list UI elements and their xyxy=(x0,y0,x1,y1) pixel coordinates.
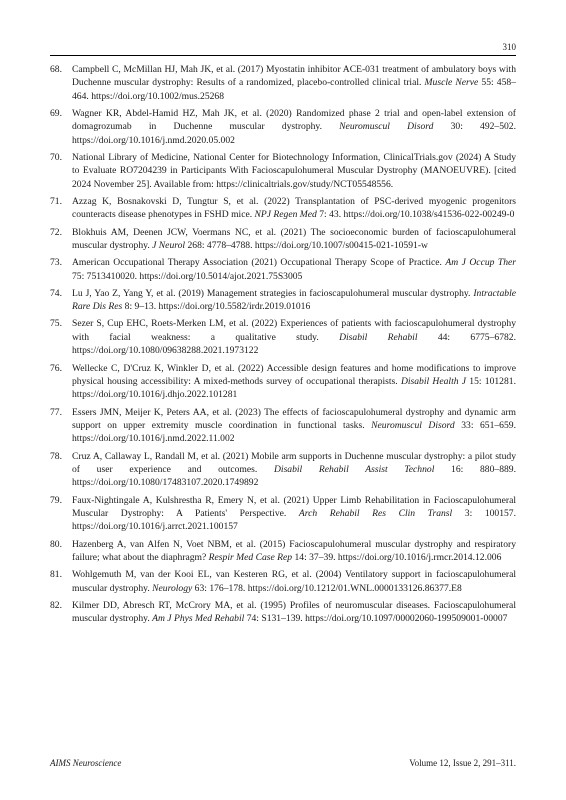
reference-journal: Neuromuscul Disord xyxy=(339,121,434,133)
reference-number: 69. xyxy=(50,108,62,120)
reference-number: 82. xyxy=(50,599,62,611)
reference-item xyxy=(50,494,516,534)
reference-citation: 14: 37–39. https://doi.org/10.1016/j.rmcr.2014.12.006 xyxy=(292,551,502,563)
reference-text xyxy=(72,151,516,191)
reference-number: 77. xyxy=(50,406,62,418)
reference-text xyxy=(72,450,516,490)
footer-journal-name: AIMS Neuroscience xyxy=(50,758,122,768)
reference-body: Wellecke C, D'Cruz K, Winkler D, et al. (2022) Accessible design features and home modifications to improve physical housing accessibility: A mixed-methods survey of occupational therapists. xyxy=(72,362,516,387)
reference-journal: Neuromuscul Disord xyxy=(371,419,455,431)
reference-citation: 33: 651–659. https://doi.org/10.1016/j.nmd.2022.11.002 xyxy=(72,419,516,445)
reference-item xyxy=(50,362,516,402)
reference-body: American Occupational Therapy Association (2021) Occupational Therapy Scope of Practice. xyxy=(72,257,446,269)
reference-text xyxy=(72,317,516,357)
reference-body: Campbell C, McMillan HJ, Mah JK, et al. (2017) Myostatin inhibitor ACE-031 treatment of ambulatory boys with Duchenne muscular dystrophy: Results of a randomized, placebo-controlled clinical trial. xyxy=(72,64,516,89)
reference-text xyxy=(72,599,516,626)
reference-journal: Arch Rehabil Res Clin Transl xyxy=(298,507,453,519)
reference-number: 73. xyxy=(50,257,62,269)
reference-body: Wagner KR, Abdel-Hamid HZ, Mah JK, et al. (2020) Randomized phase 2 trial and open-label extension of domagrozumab in Duchenne muscular dystrophy. xyxy=(72,108,516,133)
reference-list xyxy=(50,63,516,629)
reference-text xyxy=(72,287,516,314)
reference-body: Faux-Nightingale A, Kulshrestha R, Emery N, et al. (2021) Upper Limb Rehabilitation in Facioscapulohumeral Muscular Dystrophy: A Patients' Perspective. xyxy=(72,494,516,519)
reference-number: 68. xyxy=(50,64,62,75)
footer-volume-info: Volume 12, Issue 2, 291–311. xyxy=(409,758,516,768)
header-rule xyxy=(50,55,516,56)
reference-journal: Disabil Health J xyxy=(400,375,467,387)
reference-number: 79. xyxy=(50,494,62,506)
reference-text xyxy=(72,256,516,283)
page-footer xyxy=(50,758,516,768)
reference-number: 72. xyxy=(50,226,62,238)
reference-text xyxy=(72,362,516,402)
page-number: 310 xyxy=(502,42,516,52)
reference-number: 71. xyxy=(50,196,62,208)
reference-text xyxy=(72,107,516,147)
reference-number: 81. xyxy=(50,569,62,581)
reference-journal: Neurology xyxy=(152,582,193,594)
reference-item xyxy=(50,151,516,191)
reference-text xyxy=(72,63,516,103)
reference-item xyxy=(50,107,516,147)
reference-text xyxy=(72,494,516,534)
reference-text xyxy=(72,406,516,446)
reference-item xyxy=(50,538,516,565)
reference-body: Cruz A, Callaway L, Randall M, et al. (2021) Mobile arm supports in Duchenne muscular dystrophy: a pilot study of user experience and outcomes. xyxy=(72,450,516,475)
reference-citation: 268: 4778–4788. https://doi.org/10.1007/s00415-021-10591-w xyxy=(185,240,428,252)
reference-number: 76. xyxy=(50,362,62,374)
reference-journal: Disabil Rehabil Assist Technol xyxy=(273,463,435,475)
reference-body: National Library of Medicine, National Center for Biotechnology Information, ClinicalTrials.gov (2024) A Study to Evaluate RO7204239 in Participants With Facioscapulohumeral Muscular Dystrophy (MANOEUVRE). [cited 2024 November 25]. Available from: https://clinicaltrials.gov/study/NCT05548556. xyxy=(72,152,516,190)
reference-body: Wohlgemuth M, van der Kooi EL, van Kesteren RG, et al. (2004) Ventilatory support in facioscapulohumeral muscular dystrophy. xyxy=(72,569,516,594)
reference-journal: Am J Phys Med Rehabil xyxy=(152,613,245,625)
reference-body: Hazenberg A, van Alfen N, Voet NBM, et al. (2015) Facioscapulohumeral muscular dystrophy and respiratory failure; what about the diaphragm? xyxy=(72,538,516,563)
reference-body: Essers JMN, Meijer K, Peters AA, et al. (2023) The effects of facioscapulohumeral dystrophy and dynamic arm support on upper extremity muscle coordination in functional tasks. xyxy=(72,406,516,431)
reference-number: 78. xyxy=(50,450,62,462)
reference-citation: 75: 7513410020. https://doi.org/10.5014/ajot.2021.75S3005 xyxy=(72,270,303,282)
reference-text xyxy=(72,226,516,253)
reference-journal: NPJ Regen Med xyxy=(254,209,317,221)
reference-journal: Respir Med Case Rep xyxy=(208,551,293,563)
reference-item xyxy=(50,599,516,626)
reference-item xyxy=(50,317,516,357)
reference-text xyxy=(72,568,516,595)
reference-citation: 74: S131–139. https://doi.org/10.1097/00002060-199509001-00007 xyxy=(244,613,508,625)
reference-citation: 63: 176–178. https://doi.org/10.1212/01.WNL.0000133126.86377.E8 xyxy=(192,582,462,594)
reference-number: 75. xyxy=(50,318,62,330)
reference-body: Sezer S, Cup EHC, Roets-Merken LM, et al. (2022) Experiences of patients with facioscapulohumeral dystrophy with facial weakness: a qualitative study. xyxy=(72,318,516,343)
reference-body: Lu J, Yao Z, Yang Y, et al. (2019) Management strategies in facioscapulohumeral muscular dystrophy. xyxy=(72,287,474,299)
reference-body: Blokhuis AM, Deenen JCW, Voermans NC, et al. (2021) The socioeconomic burden of facioscapulohumeral muscular dystrophy. xyxy=(72,226,516,252)
reference-citation: 3: 100157. https://doi.org/10.1016/j.arrct.2021.100157 xyxy=(72,507,517,533)
reference-journal: Disabil Rehabil xyxy=(339,331,418,343)
reference-journal: Muscle Nerve xyxy=(424,77,479,89)
reference-number: 70. xyxy=(50,152,62,164)
reference-citation: 44: 6775–6782. https://doi.org/10.1080/09638288.2021.1973122 xyxy=(72,331,516,357)
reference-item xyxy=(50,406,516,446)
reference-journal: J Neurol xyxy=(152,240,186,252)
reference-citation: 7: 43. https://doi.org/10.1038/s41536-022-00249-0 xyxy=(316,209,515,221)
reference-text xyxy=(72,538,516,565)
reference-item xyxy=(50,256,516,283)
reference-journal: Intractable Rare Dis Res xyxy=(72,287,516,313)
reference-item xyxy=(50,568,516,595)
reference-citation: 15: 101281. https://doi.org/10.1016/j.dhjo.2022.101281 xyxy=(72,375,516,401)
reference-body: Kilmer DD, Abresch RT, McCrory MA, et al. (1995) Profiles of neuromuscular diseases. Facioscapulohumeral muscular dystrophy. xyxy=(72,599,516,625)
reference-text xyxy=(72,195,516,222)
reference-citation: 16: 880–889. https://doi.org/10.1080/17483107.2020.1749892 xyxy=(72,463,516,489)
reference-item xyxy=(50,195,516,222)
reference-item xyxy=(50,287,516,314)
reference-journal: Am J Occup Ther xyxy=(445,257,517,269)
reference-item xyxy=(50,226,516,253)
reference-item xyxy=(50,450,516,490)
reference-citation: 8: 9–13. https://doi.org/10.5582/irdr.2019.01016 xyxy=(122,301,311,313)
reference-number: 80. xyxy=(50,538,62,550)
reference-citation: 55: 458–464. https://doi.org/10.1002/mus.25268 xyxy=(72,77,516,102)
reference-number: 74. xyxy=(50,287,62,299)
reference-body: Azzag K, Bosnakovski D, Tungtur S, et al. (2022) Transplantation of PSC-derived myogenic progenitors counteracts disease phenotypes in FSHD mice. xyxy=(72,196,516,221)
reference-item xyxy=(50,63,516,103)
reference-citation: 30: 492–502. https://doi.org/10.1016/j.nmd.2020.05.002 xyxy=(72,121,516,146)
